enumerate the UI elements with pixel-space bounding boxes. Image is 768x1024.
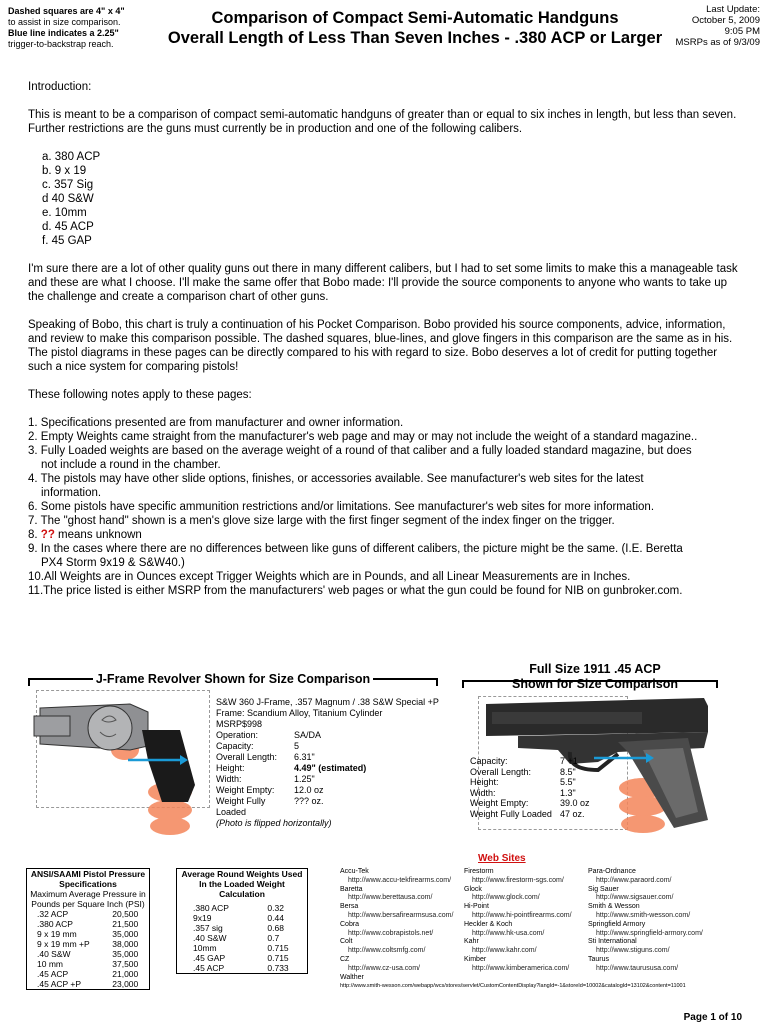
- website-link[interactable]: http://www.smith-wesson.com/webapp/wcs/stores/servlet/CustomContentDisplay?langId=-1&storeId=10002&catalogId=13102&content=11001: [340, 983, 686, 990]
- manufacturer-name: Kimber: [464, 955, 487, 963]
- table-row: [27, 969, 150, 979]
- cell-psi: 21,500: [112, 919, 139, 929]
- caliber-item: d 40 S&W: [42, 193, 94, 205]
- spec-row: [216, 774, 439, 785]
- manufacturer-name: Walther: [340, 973, 364, 981]
- manufacturer-name: Smith & Wesson: [588, 903, 640, 911]
- cell-caliber: .380 ACP: [37, 919, 73, 929]
- table-row: [27, 909, 150, 919]
- caliber-item: c. 357 Sig: [42, 179, 94, 191]
- website-link[interactable]: http://www.firestorm-sgs.com/: [472, 876, 564, 884]
- last-update-label: Last Update:: [706, 4, 760, 15]
- spec-key: Capacity:: [216, 741, 254, 751]
- msrp-date: MSRPs as of 9/3/09: [675, 37, 760, 48]
- cell-weight: 0.7: [267, 933, 280, 943]
- cell-caliber: 9 x 19 mm: [37, 929, 77, 939]
- cell-weight: 0.32: [267, 903, 284, 913]
- cell-caliber: .32 ACP: [37, 909, 69, 919]
- note-item: [28, 528, 740, 542]
- spec-row: [470, 767, 590, 778]
- note-text: 4. The pistols may have other slide options, finishes, or accessories available. See manufacturer's web sites for the latest: [28, 473, 644, 485]
- spec-row: [216, 752, 439, 763]
- websites-list: [340, 868, 722, 990]
- manufacturer-name: Firestorm: [464, 868, 494, 875]
- note-item: [28, 584, 740, 598]
- cell-psi: 23,000: [112, 979, 139, 989]
- manufacturer-name: CZ: [340, 955, 350, 963]
- website-entry: [464, 956, 588, 974]
- introduction: [28, 80, 740, 598]
- caliber-item: e. 10mm: [42, 207, 87, 219]
- header-left-line: Blue line indicates a 2.25": [8, 28, 119, 38]
- website-link[interactable]: http://www.springfield-armory.com/: [596, 929, 703, 937]
- table-row: [27, 979, 150, 990]
- spec-value: 8.5": [560, 766, 576, 777]
- revolver-image: [30, 690, 210, 840]
- note-item: [28, 514, 740, 528]
- website-link[interactable]: http://www.kimberamerica.com/: [472, 964, 570, 972]
- jframe-msrp: MSRP$998: [216, 719, 263, 729]
- cell-psi: 38,000: [112, 939, 139, 949]
- table-row: [27, 959, 150, 969]
- website-entry: [340, 868, 464, 886]
- intro-heading: Introduction:: [28, 81, 92, 93]
- header-left-line: trigger-to-backstrap reach.: [8, 39, 114, 49]
- websites-grid: [340, 868, 722, 974]
- spec-value: ??? oz.: [294, 796, 324, 806]
- manufacturer-name: Colt: [340, 938, 353, 946]
- jframe-specs: [216, 697, 439, 829]
- notes-intro: These following notes apply to these pages:: [28, 389, 252, 401]
- website-link[interactable]: http://www.hi-pointfirearms.com/: [472, 911, 572, 919]
- website-link[interactable]: http://www.glock.com/: [472, 894, 540, 902]
- note-item: [28, 416, 740, 430]
- caliber-item: d. 45 ACP: [42, 221, 94, 233]
- weights-table-title: Calculation: [219, 889, 265, 899]
- manufacturer-name: Springfield Armory: [588, 920, 646, 928]
- table-row: [177, 953, 308, 963]
- note-text: 6. Some pistols have specific ammunition restrictions and/or limitations. See manufacturer's web sites for more information.: [28, 501, 655, 513]
- pressure-table-title: ANSI/SAAMI Pistol Pressure: [30, 869, 146, 879]
- table-row: [27, 939, 150, 949]
- pressure-table-subtitle: Maximum Average Pressure in: [30, 889, 146, 899]
- round-weights-table: [176, 868, 308, 974]
- caliber-item: f. 45 GAP: [42, 235, 92, 247]
- note-text: 10.All Weights are in Ounces except Trigger Weights which are in Pounds, and all Linear Measurements are in Inches.: [28, 571, 631, 583]
- spec-value: 5.5": [560, 777, 576, 787]
- website-entry: [588, 938, 722, 956]
- manufacturer-name: Glock: [464, 885, 482, 893]
- cell-caliber: 9x19: [193, 913, 212, 923]
- cell-psi: 37,500: [112, 959, 139, 969]
- note-item: [28, 542, 740, 570]
- spec-key: Capacity:: [470, 756, 508, 766]
- weights-table-title: Average Round Weights Used: [181, 869, 303, 879]
- website-link[interactable]: http://www.stiguns.com/: [596, 947, 670, 955]
- spec-key: Weight Empty:: [216, 785, 275, 795]
- website-link[interactable]: http://www.taurususa.com/: [596, 964, 679, 972]
- website-entry: [340, 921, 464, 939]
- weights-table-title: In the Loaded Weight: [199, 879, 285, 889]
- spec-key: Height:: [216, 763, 245, 773]
- cell-caliber: .357 sig: [193, 923, 223, 933]
- website-entry: [588, 886, 722, 904]
- table-row: [177, 933, 308, 943]
- note-item: [28, 444, 740, 472]
- website-link[interactable]: http://www.hk-usa.com/: [472, 929, 545, 937]
- website-link[interactable]: http://www.coltsmfg.com/: [348, 947, 426, 955]
- spec-row: [470, 788, 590, 799]
- spec-row: [470, 777, 590, 788]
- cell-psi: 35,000: [112, 949, 139, 959]
- spec-value: 6.31": [294, 752, 315, 762]
- spec-key: Width:: [470, 787, 496, 798]
- cell-psi: 21,000: [112, 969, 139, 979]
- spec-value: 1.3": [560, 787, 576, 798]
- spec-value: 5: [294, 741, 300, 751]
- spec-key: Width:: [216, 774, 242, 784]
- header-left-note: [8, 6, 158, 50]
- website-walther: [340, 974, 722, 983]
- website-link[interactable]: http://www.cz-usa.com/: [348, 964, 420, 972]
- website-entry: [588, 921, 722, 939]
- fullsize-specs: [470, 756, 590, 819]
- page-number: Page 1 of 10: [683, 1012, 742, 1023]
- spec-value: 4.49" (estimated): [294, 763, 367, 773]
- cell-weight: 0.68: [267, 923, 284, 933]
- page-title-line1: Comparison of Compact Semi-Automatic Handguns: [211, 9, 619, 27]
- fullsize-title-line1: Full Size 1911 .45 ACP: [529, 662, 661, 676]
- website-entry: [340, 956, 464, 974]
- spec-row: [216, 730, 439, 741]
- spec-value: SA/DA: [294, 730, 322, 740]
- caliber-list: [28, 150, 740, 248]
- website-link[interactable]: http://www.accu-tekfirearms.com/: [348, 876, 452, 884]
- website-link[interactable]: http://www.sigsauer.com/: [596, 894, 674, 902]
- website-link[interactable]: http://www.paraord.com/: [596, 876, 672, 884]
- table-row: [177, 943, 308, 953]
- cell-caliber: .45 ACP: [193, 963, 225, 973]
- cell-psi: 35,000: [112, 929, 139, 939]
- cell-caliber: .380 ACP: [193, 903, 229, 913]
- website-link[interactable]: http://www.kahr.com/: [472, 947, 537, 955]
- note-text-cont: not include a round in the chamber.: [41, 459, 221, 471]
- note-text: 9. In the cases where there are no differences between like guns of different calibers, the picture might be the same. (I.E. Beretta: [28, 543, 683, 555]
- spec-value: 7 +1: [560, 756, 578, 766]
- website-entry: [464, 868, 588, 886]
- spec-row: [216, 741, 439, 752]
- manufacturer-name: Heckler & Koch: [464, 920, 513, 928]
- unknown-marker: ??: [40, 529, 55, 541]
- website-entry: [588, 903, 722, 921]
- spec-key: Overall Length:: [216, 752, 278, 762]
- table-row: [177, 963, 308, 974]
- website-link[interactable]: http://www.smith-wesson.com/: [596, 911, 691, 919]
- note-item: [28, 500, 740, 514]
- cell-weight: 0.715: [267, 943, 289, 953]
- pressure-table-title: Specifications: [59, 879, 117, 889]
- header-left-line: Dashed squares are 4" x 4": [8, 6, 125, 16]
- fullsize-title-line2: Shown for Size Comparison: [512, 677, 678, 691]
- note-text-cont: PX4 Storm 9x19 & S&W40.): [41, 557, 185, 569]
- website-entry: [588, 868, 722, 886]
- manufacturer-name: Accu-Tek: [340, 868, 369, 875]
- notes-list: [28, 416, 740, 598]
- note-item: [28, 430, 740, 444]
- note-text-cont: information.: [41, 487, 102, 499]
- cell-caliber: 10mm: [193, 943, 217, 953]
- website-entry: [464, 903, 588, 921]
- last-update-date: October 5, 2009: [691, 15, 760, 26]
- note-text: 11.The price listed is either MSRP from the manufacturers' web pages or what the gun could be found for NIB on gunbroker.com.: [28, 585, 683, 597]
- spec-key: Overall Length:: [470, 766, 532, 777]
- website-link[interactable]: http://www.cobrapistols.net/: [348, 929, 434, 937]
- last-update-time: 9:05 PM: [724, 26, 760, 37]
- website-entry: [340, 886, 464, 904]
- cell-psi: 20,500: [112, 909, 139, 919]
- website-entry: [464, 886, 588, 904]
- note-text: 7. The "ghost hand" shown is a men's glove size large with the first finger segment of the index finger on the trigger.: [28, 515, 615, 527]
- manufacturer-name: Sig Sauer: [588, 885, 619, 893]
- website-link[interactable]: http://www.bersafirearmsusa.com/: [348, 911, 454, 919]
- jframe-frame: Frame: Scandium Alloy, Titanium Cylinder: [216, 708, 383, 718]
- cell-caliber: .40 S&W: [37, 949, 71, 959]
- cell-caliber: .40 S&W: [193, 933, 227, 943]
- spec-row: [216, 785, 439, 796]
- cell-weight: 0.44: [267, 913, 284, 923]
- spec-value: 1.25": [294, 774, 315, 784]
- spec-value: 47 oz.: [560, 808, 585, 819]
- table-row: [27, 919, 150, 929]
- limits-paragraph: I'm sure there are a lot of other quality guns out there in many different calibers, but I had to set some limits to make this a manageable task and these are what I choose. I'll make the same offer that Bobo made: I'll provide the source components to anyone who wants to take up the challenge and create a comparison chart of other guns.: [28, 263, 738, 303]
- jframe-title-wrap: [28, 670, 438, 688]
- caliber-item: a. 380 ACP: [42, 151, 101, 163]
- page-title-line2: Overall Length of Less Than Seven Inches - .380 ACP or Larger: [167, 29, 663, 47]
- spec-value: 12.0 oz: [294, 785, 324, 795]
- spec-row: [216, 763, 439, 774]
- cell-caliber: 9 x 19 mm +P: [37, 939, 90, 949]
- note-text: means unknown: [54, 529, 142, 541]
- header-left-line: to assist in size comparison.: [8, 17, 121, 27]
- jframe-title: J-Frame Revolver Shown for Size Comparison: [93, 672, 373, 686]
- page-title: [150, 8, 680, 48]
- spec-row: [470, 756, 590, 767]
- website-link[interactable]: http://www.berettausa.com/: [348, 894, 433, 902]
- table-row: [177, 913, 308, 923]
- cell-weight: 0.733: [267, 963, 289, 973]
- bobo-paragraph: Speaking of Bobo, this chart is truly a continuation of his Pocket Comparison. Bobo provided his source components, advice, information, and review to make this comparison possible. The dashed squares, blue-lines, and glove fingers in this comparison are the same as in his. The pistol diagrams in these pages can be directly compared to his with regard to size. Bobo deserves a lot of credit for putting together such a nice system for comparing pistols!: [28, 319, 733, 373]
- manufacturer-name: Baretta: [340, 885, 363, 893]
- manufacturer-name: Sti International: [588, 938, 637, 946]
- cell-caliber: .45 ACP: [37, 969, 69, 979]
- manufacturer-name: Hi-Point: [464, 903, 489, 911]
- pressure-table-subtitle: Pounds per Square Inch (PSI): [31, 899, 145, 909]
- manufacturer-name: Taurus: [588, 955, 610, 963]
- spec-row: [470, 798, 590, 809]
- last-update: [650, 4, 760, 48]
- manufacturer-name: Bersa: [340, 903, 359, 911]
- cell-caliber: .45 ACP +P: [37, 979, 82, 989]
- cell-caliber: 10 mm: [37, 959, 63, 969]
- note-item: [28, 472, 740, 500]
- note-prefix: 8.: [28, 529, 41, 541]
- table-row: [177, 923, 308, 933]
- spec-row: [470, 809, 590, 820]
- caliber-item: b. 9 x 19: [42, 165, 87, 177]
- fullsize-bracket: [462, 680, 718, 688]
- note-text: 2. Empty Weights came straight from the manufacturer's web page and may or may not include the weight of a standard magazine..: [28, 431, 698, 443]
- table-row: [27, 949, 150, 959]
- manufacturer-name: Para-Ordnance: [588, 868, 636, 875]
- pressure-table: [26, 868, 150, 990]
- spec-value: 39.0 oz: [560, 798, 590, 808]
- note-text: 3. Fully Loaded weights are based on the average weight of a round of that caliber and a fully loaded standard magazine, but does: [28, 445, 692, 457]
- table-row: [27, 929, 150, 939]
- jframe-model: S&W 360 J-Frame, .357 Magnum / .38 S&W Special +P: [216, 697, 439, 707]
- website-entry: [340, 903, 464, 921]
- website-entry: [464, 938, 588, 956]
- note-item: [28, 570, 740, 584]
- websites-title: Web Sites: [478, 853, 526, 864]
- manufacturer-name: Cobra: [340, 920, 360, 928]
- photo-note: (Photo is flipped horizontally): [216, 818, 332, 828]
- cell-caliber: .45 GAP: [193, 953, 226, 963]
- manufacturer-name: Kahr: [464, 938, 479, 946]
- table-row: [177, 903, 308, 913]
- website-entry: [588, 956, 722, 974]
- spec-key: Weight Fully Loaded: [216, 796, 266, 817]
- intro-paragraph: This is meant to be a comparison of compact semi-automatic handguns of greater than or equal to six inches in length, but less than seven. Further restrictions are the guns must currently be in production and one of the following calibers.: [28, 109, 737, 135]
- spec-key: Weight Fully Loaded: [470, 808, 552, 819]
- spec-key: Weight Empty:: [470, 798, 529, 808]
- cell-weight: 0.715: [267, 953, 289, 963]
- website-entry: [340, 938, 464, 956]
- spec-key: Height:: [470, 777, 499, 787]
- spec-row: [216, 796, 439, 818]
- note-text: 1. Specifications presented are from manufacturer and owner information.: [28, 417, 404, 429]
- website-entry: [464, 921, 588, 939]
- spec-key: Operation:: [216, 730, 259, 740]
